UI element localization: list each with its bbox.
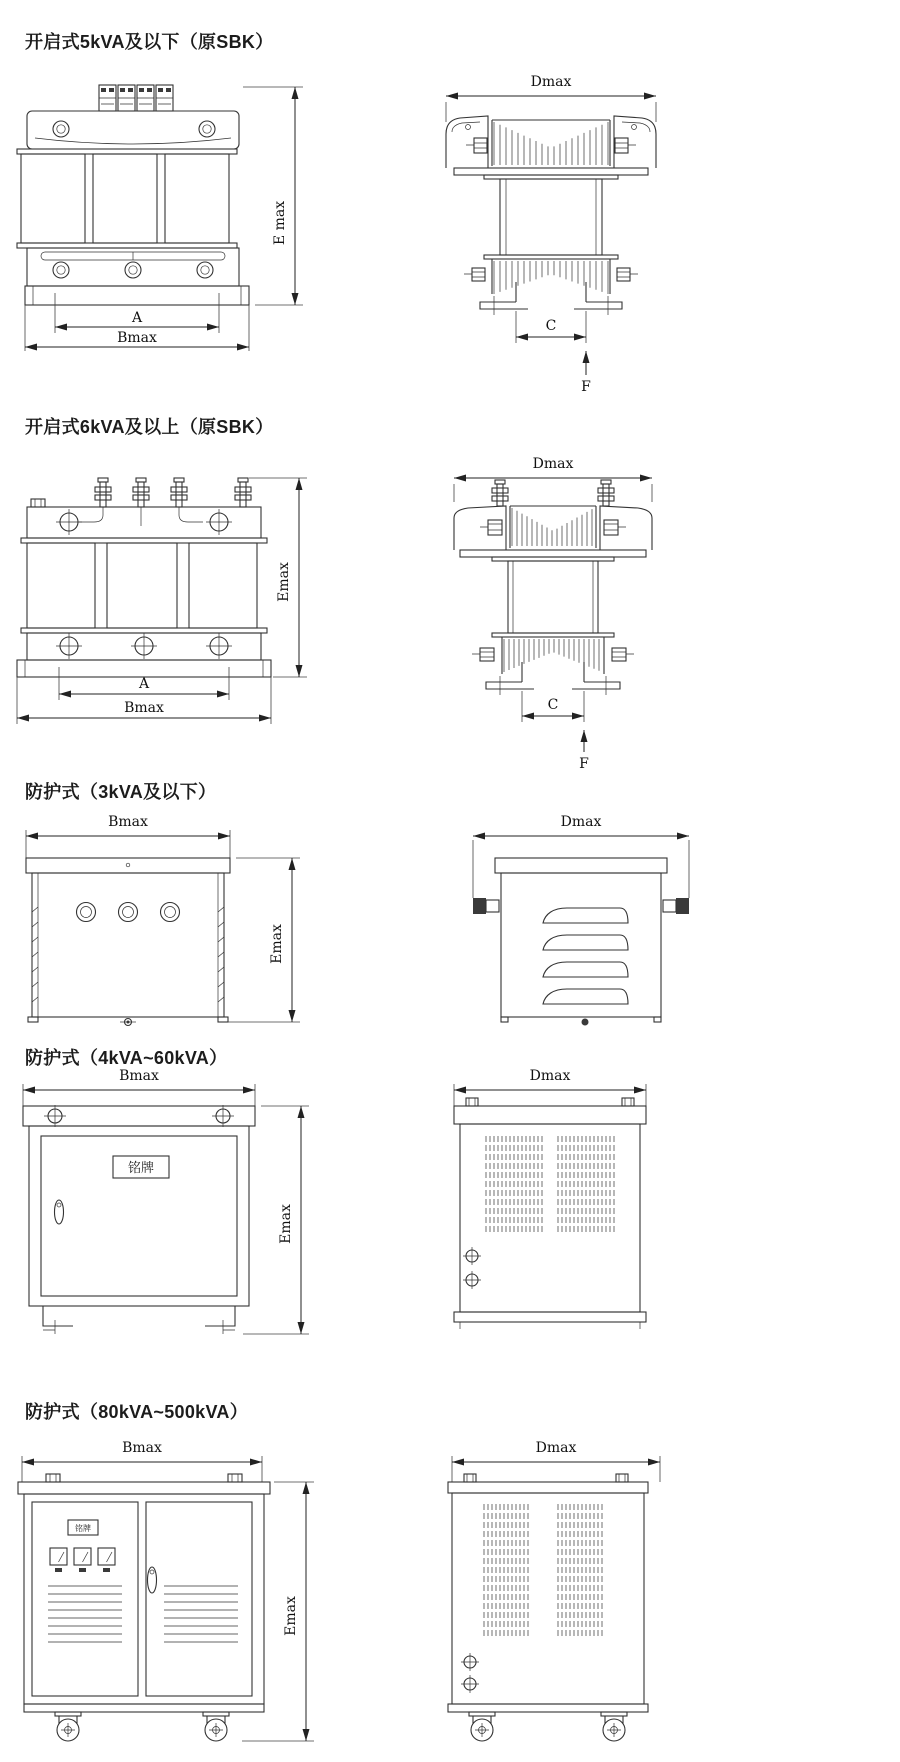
vent-grilles (484, 1504, 602, 1636)
feet (43, 1306, 235, 1334)
dim-label-dmax: Dmax (560, 814, 602, 830)
dim-label-bmax: Bmax (108, 814, 148, 830)
base-channel (25, 286, 249, 305)
dimension-dmax (454, 456, 652, 502)
dimension-f (579, 730, 589, 772)
bottom-clamp (27, 633, 261, 660)
nameplate (68, 1520, 98, 1535)
upper-plate (17, 149, 237, 154)
dimension-emax (243, 87, 303, 305)
dimension-dmax (452, 1440, 660, 1482)
bottom-clamp (27, 248, 239, 286)
nameplate-text: 铭牌 (75, 1524, 91, 1533)
section-4-title: 防护式（4kVA~60kVA） (25, 1048, 228, 1068)
base-channel (17, 660, 271, 677)
dim-label-c: C (545, 318, 557, 334)
dimension-dmax (446, 74, 656, 122)
feet (501, 1017, 661, 1022)
clamp-plate (454, 168, 648, 175)
dimension-emax (242, 1482, 314, 1741)
panel-bolts (463, 1247, 481, 1289)
right-louver (164, 1586, 238, 1642)
windings (27, 543, 257, 628)
s1-side-view (428, 70, 673, 395)
dim-label-dmax: Dmax (530, 74, 572, 90)
enclosure-body (501, 873, 661, 1017)
dim-label-a: A (138, 676, 150, 692)
dim-label-emax: Emax (283, 1596, 299, 1636)
dim-label-dmax: Dmax (532, 456, 574, 472)
s4-front-view (15, 1066, 315, 1336)
top-clamp-brackets (446, 116, 656, 168)
s3-side-view (425, 812, 710, 1047)
core-limb (492, 557, 614, 637)
top-coil (510, 506, 596, 548)
base (454, 1312, 646, 1329)
dim-label-c: C (547, 697, 559, 713)
dim-label-f: F (579, 756, 589, 772)
top-clamp-brackets (454, 506, 652, 550)
top-plate (454, 1106, 646, 1124)
section-3-title: 防护式（3kVA及以下） (25, 782, 217, 802)
enclosure-body (32, 873, 224, 1017)
coil-bolts-bottom (464, 268, 638, 281)
lifting-lugs (464, 1474, 628, 1482)
right-door (146, 1502, 252, 1696)
bottom-coil (492, 259, 610, 294)
dim-label-dmax: Dmax (535, 1440, 577, 1456)
cable-glands (77, 903, 180, 922)
upper-plate (21, 538, 267, 543)
dim-label-emax: Emax (276, 562, 292, 602)
lower-plate (17, 243, 237, 248)
s5-front-view (12, 1440, 322, 1745)
s2-front-view (15, 452, 310, 732)
enclosure-lid (495, 858, 667, 873)
bottom-plate (24, 1704, 264, 1712)
terminal-studs (31, 478, 251, 507)
lifting-lugs (466, 1098, 634, 1106)
dimension-a (55, 293, 219, 333)
lifting-lugs (46, 1474, 242, 1482)
section-5-title: 防护式（80kVA~500kVA） (25, 1402, 249, 1422)
s1-front-view (15, 83, 305, 358)
dim-label-dmax: Dmax (529, 1068, 571, 1084)
dimension-emax (243, 1106, 309, 1334)
dimension-c (522, 691, 584, 722)
bottom-coil (502, 637, 604, 674)
ground-terminal (120, 1019, 136, 1026)
core-limb (484, 175, 618, 259)
cabinet-body (452, 1493, 644, 1704)
door-handle (148, 1567, 157, 1593)
door-handle (55, 1200, 64, 1224)
section-1-title: 开启式5kVA及以下（原SBK） (25, 32, 274, 52)
lower-plate (21, 628, 267, 633)
dimension-emax (228, 858, 300, 1022)
top-clamp (27, 111, 239, 149)
dimension-bmax (26, 814, 230, 858)
dimension-f (581, 351, 591, 395)
s5-side-view (436, 1440, 686, 1745)
cabinet-body (24, 1494, 264, 1704)
dim-label-bmax: Bmax (122, 1440, 162, 1456)
nameplate (113, 1156, 169, 1178)
coil-bolts-bottom (472, 648, 634, 661)
bottom-plate (448, 1704, 648, 1712)
dim-label-bmax: Bmax (124, 700, 164, 716)
dimension-a (59, 667, 229, 700)
dimension-emax (249, 478, 307, 677)
nameplate-text: 铭牌 (127, 1160, 155, 1175)
section-2-title: 开启式6kVA及以上（原SBK） (25, 417, 274, 437)
left-louver (48, 1586, 122, 1642)
dimension-bmax (22, 1440, 262, 1482)
mounting-feet (480, 282, 622, 315)
cabinet-body (460, 1124, 640, 1312)
dim-label-emax: Emax (269, 924, 285, 964)
top-clamp (27, 507, 261, 538)
dimension-dmax (473, 814, 689, 898)
top-coil (492, 120, 610, 166)
clamp-plate (460, 550, 646, 557)
cabinet-body (29, 1126, 249, 1306)
top-plate (23, 1105, 255, 1127)
s2-side-view (430, 452, 675, 774)
top-plate (18, 1482, 270, 1494)
dim-label-emax: E max (272, 200, 288, 246)
vent-grilles (486, 1136, 614, 1232)
casters (469, 1712, 627, 1741)
windings (21, 154, 229, 243)
panel-meters (50, 1548, 115, 1572)
dim-label-bmax: Bmax (117, 330, 157, 346)
s4-side-view (440, 1066, 680, 1336)
dimension-dmax (454, 1068, 646, 1106)
dim-label-f: F (581, 379, 591, 395)
terminal-blocks (99, 85, 173, 111)
dim-label-a: A (131, 310, 143, 326)
s3-front-view (12, 812, 312, 1047)
louver-vents (543, 908, 628, 1004)
dimension-c (516, 311, 586, 343)
mounting-feet (486, 662, 620, 695)
ground-dot (582, 1019, 589, 1026)
top-plate (448, 1482, 648, 1493)
terminal-studs (492, 480, 614, 506)
dimension-bmax (23, 1068, 255, 1112)
side-cable-glands (473, 898, 689, 914)
enclosure-lid (26, 858, 230, 873)
panel-bolts (461, 1653, 479, 1693)
casters (55, 1712, 229, 1741)
dim-label-emax: Emax (278, 1204, 294, 1244)
dim-label-bmax: Bmax (119, 1068, 159, 1084)
